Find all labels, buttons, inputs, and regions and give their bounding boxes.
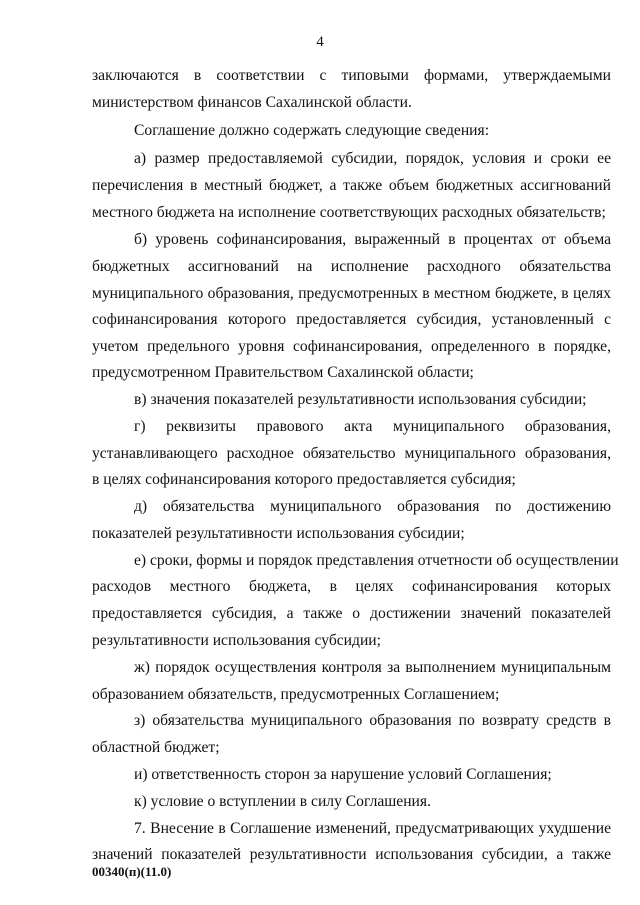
text-line: з) обязательства муниципального образования по возврату средств в	[134, 712, 611, 729]
text-line: показателей результативности использования субсидии;	[92, 525, 465, 542]
text-line: бюджетных ассигнований на исполнение расходного обязательства	[92, 258, 611, 275]
text-line: а) размер предоставляемой субсидии, порядок, условия и сроки ее	[134, 150, 611, 167]
text-line: местного бюджета на исполнение соответствующих расходных обязательств;	[92, 204, 606, 221]
text-line: ж) порядок осуществления контроля за выполнением муниципальным	[134, 659, 611, 676]
text-line: предоставляется субсидия, а также о достижении значений показателей	[92, 605, 611, 622]
text-line: образованием обязательств, предусмотренных Соглашением;	[92, 686, 500, 703]
text-line: муниципального образования, предусмотренных в местном бюджете, в целях	[92, 285, 611, 302]
text-line: е) сроки, формы и порядок представления отчетности об осуществлении	[134, 552, 619, 569]
text-line: к) условие о вступлении в силу Соглашения.	[134, 793, 431, 810]
text-line: софинансирования которого предоставляется субсидия, установленный с	[92, 311, 611, 328]
text-line: учетом предельного уровня софинансирования, определенного в порядке,	[92, 338, 611, 355]
text-line: и) ответственность сторон за нарушение условий Соглашения;	[134, 766, 552, 783]
text-line: перечисления в местный бюджет, а также объем бюджетных ассигнований	[92, 177, 611, 194]
text-line: министерством финансов Сахалинской области.	[92, 94, 412, 111]
text-line: д) обязательства муниципального образования по достижению	[134, 498, 611, 515]
text-line: Соглашение должно содержать следующие сведения:	[134, 122, 490, 139]
text-line: в целях софинансирования которого предоставляется субсидия;	[92, 471, 516, 488]
text-line: предусмотренном Правительством Сахалинской области;	[92, 364, 474, 381]
page-number: 4	[316, 34, 324, 50]
text-line: в) значения показателей результативности использования субсидии;	[134, 391, 587, 408]
text-line: значений показателей результативности использования субсидии, а также	[92, 846, 611, 863]
text-line: заключаются в соответствии с типовыми формами, утверждаемыми	[92, 67, 611, 84]
text-line: устанавливающего расходное обязательство муниципального образования,	[92, 445, 611, 462]
text-line: г) реквизиты правового акта муниципального образования,	[134, 418, 611, 435]
text-line: 7. Внесение в Соглашение изменений, предусматривающих ухудшение	[134, 820, 611, 837]
document-code: 00340(п)(11.0)	[92, 864, 172, 879]
text-line: областной бюджет;	[92, 739, 220, 756]
text-line: б) уровень софинансирования, выраженный в процентах от объема	[134, 231, 611, 248]
text-line: расходов местного бюджета, в целях софинансирования которых	[92, 578, 611, 595]
text-line: результативности использования субсидии;	[92, 632, 381, 649]
